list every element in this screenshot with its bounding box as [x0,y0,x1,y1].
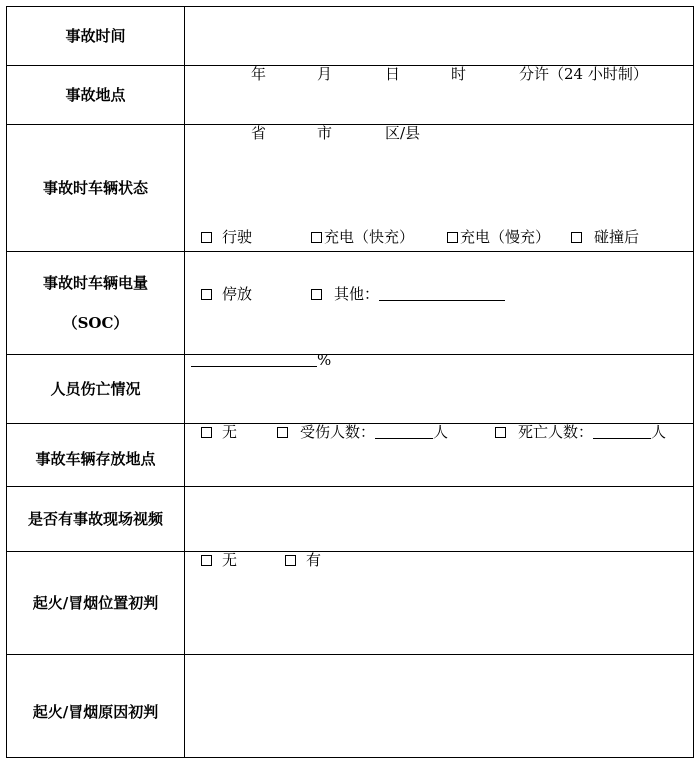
label-soc-line2: （SOC） [62,314,129,332]
row-accident-time [7,7,694,66]
value-vehicle-state [185,125,694,303]
option-fast-charging[interactable] [311,226,414,247]
day-text: 日 [385,65,401,83]
accident-report-form [6,6,694,758]
value-video [185,487,694,569]
year-text: 年 [251,65,267,83]
label-casualties: 人员伤亡情况 [7,355,185,424]
option-other-label: 其他： [334,285,380,303]
dead-label: 死亡人数： [518,423,594,441]
option-slow-charging[interactable] [447,226,550,247]
value-accident-location[interactable] [185,66,694,142]
minute-note-text: 分许（24 小时制） [519,65,648,83]
hour-text: 时 [451,65,467,83]
option-fast-charging-label: 充电（快充） [324,228,415,246]
month-text: 月 [317,65,333,83]
row-casualties [7,355,694,424]
value-storage-location[interactable] [185,424,694,487]
label-accident-time: 事故时间 [7,7,185,66]
checkbox-icon[interactable] [447,232,458,243]
injured-unit: 人 [433,423,449,441]
label-accident-location: 事故地点 [7,66,185,125]
option-slow-charging-label: 充电（慢充） [460,228,551,246]
option-after-collision-label: 碰撞后 [594,228,640,246]
row-vehicle-state [7,125,694,252]
value-fire-cause[interactable] [185,655,694,758]
value-accident-time[interactable] [185,7,694,83]
option-parked-label: 停放 [222,285,253,303]
value-casualties [185,355,694,441]
option-driving-label: 行驶 [222,228,253,246]
label-vehicle-state: 事故时车辆状态 [7,125,185,252]
label-storage-location: 事故车辆存放地点 [7,424,185,487]
row-fire-cause [7,655,694,758]
label-soc-line1: 事故时车辆电量 [42,274,148,292]
label-video: 是否有事故现场视频 [7,487,185,552]
city-text: 市 [317,124,333,142]
value-soc [185,252,694,369]
checkbox-icon[interactable] [571,232,582,243]
checkbox-icon[interactable] [201,232,212,243]
option-video-no-label: 无 [222,551,238,569]
district-text: 区/县 [385,124,421,142]
row-fire-position [7,552,694,655]
row-video [7,487,694,552]
injured-label: 受伤人数： [300,423,376,441]
label-fire-position: 起火/冒烟位置初判 [7,552,185,655]
province-text: 省 [251,124,267,142]
option-after-collision[interactable] [571,226,639,247]
soc-unit: % [317,351,332,369]
label-soc [7,252,185,355]
checkbox-icon[interactable] [311,232,322,243]
label-fire-cause: 起火/冒烟原因初判 [7,655,185,758]
row-storage-location [7,424,694,487]
option-video-yes-label: 有 [306,551,322,569]
option-driving[interactable] [201,226,252,247]
row-accident-location [7,66,694,125]
value-fire-position[interactable] [185,552,694,655]
option-no-casualties-label: 无 [222,423,238,441]
row-soc [7,252,694,355]
dead-unit: 人 [651,423,667,441]
